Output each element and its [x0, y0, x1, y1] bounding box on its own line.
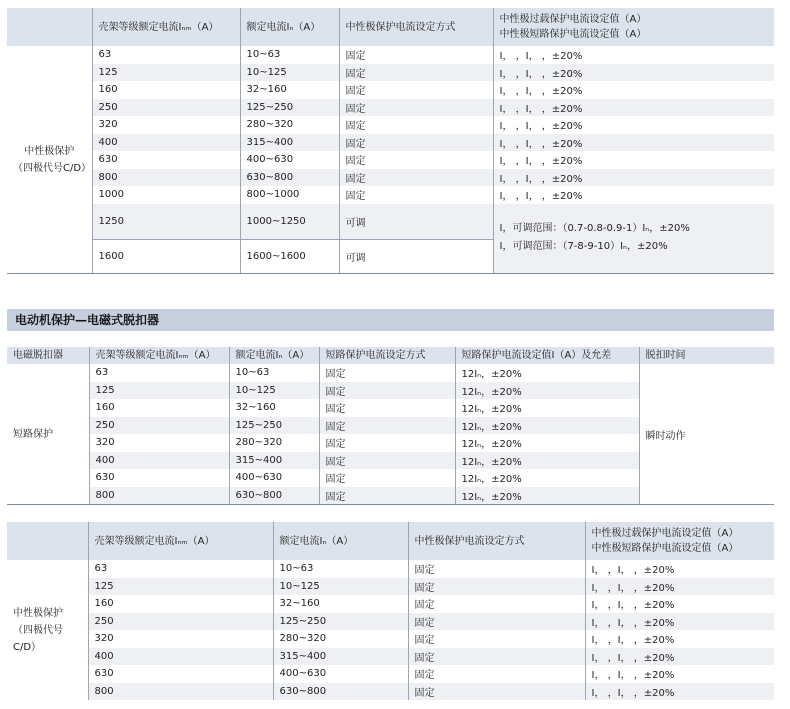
section2-title: 电动机保护—电磁式脱扣器: [7, 309, 774, 331]
table1-cell-frame: 1250: [92, 204, 240, 240]
table1-header-empty: [7, 8, 92, 46]
table3-cell-mode: 固定: [408, 630, 585, 648]
table3-header-row: [7, 522, 774, 560]
table3-cell-mode: 固定: [408, 665, 585, 683]
table1-cell-value: I， ，I， ，±20%: [493, 116, 774, 134]
table3-cell-frame: 125: [88, 578, 273, 596]
table2-group-label: 短路保护: [7, 364, 89, 505]
table1-cell-mode: 固定: [339, 134, 493, 152]
table2-cell-rated: 315~400: [229, 452, 319, 470]
table1-header-row: [7, 8, 774, 46]
table1-cell-rated: 400~630: [240, 151, 339, 169]
table2-cell-rated: 10~63: [229, 364, 319, 382]
table1-cell-frame: 320: [92, 116, 240, 134]
table2-cell-frame: 800: [89, 487, 229, 505]
table3-cell-rated: 400~630: [273, 665, 408, 683]
table3-cell-mode: 固定: [408, 683, 585, 701]
table1-group-line1: 中性极保护: [24, 145, 75, 157]
table2-cell-mode: 固定: [319, 452, 455, 470]
table2-header-row: [7, 347, 774, 364]
table2-cell-mode: 固定: [319, 434, 455, 452]
table3-cell-mode: 固定: [408, 613, 585, 631]
table1-cell-frame: 800: [92, 169, 240, 187]
table1-cell-value: I， ，I， ，±20%: [493, 46, 774, 64]
table-row: [7, 613, 774, 631]
table-row: [7, 560, 774, 578]
table1-cell-frame: 1600: [92, 240, 240, 274]
table1-group-label: [7, 46, 92, 274]
table1-cell-frame: 250: [92, 99, 240, 117]
table-row: [7, 134, 774, 152]
table3-header-empty: [7, 522, 88, 560]
table-row: [7, 665, 774, 683]
table3-cell-value: I， ，I， ，±20%: [585, 560, 774, 578]
table3-section: [7, 522, 774, 700]
table2-cell-value: 12Iₙ，±20%: [455, 417, 639, 435]
table3-cell-frame: 250: [88, 613, 273, 631]
table2-header-mode: 短路保护电流设定方式: [319, 347, 455, 364]
table3-cell-value: I， ，I， ，±20%: [585, 578, 774, 596]
table1-header-value: [493, 8, 774, 46]
table2-cell-mode: 固定: [319, 399, 455, 417]
table1-adjustable-note: [493, 204, 774, 274]
table2-cell-frame: 125: [89, 382, 229, 400]
table1-cell-mode: 固定: [339, 186, 493, 204]
table-row: [7, 648, 774, 666]
table1-header-short: 中性极短路保护电流设定值（A）: [499, 29, 647, 40]
table2-cell-frame: 250: [89, 417, 229, 435]
table2-section: [7, 347, 774, 505]
table1-cell-mode: 固定: [339, 99, 493, 117]
table-row: [7, 116, 774, 134]
table1-header-overload: 中性极过载保护电流设定值（A）: [499, 14, 647, 25]
table3-group-label: [7, 560, 88, 700]
table-row: [7, 683, 774, 701]
table-row: [7, 64, 774, 82]
table1-cell-value: I， ，I， ，±20%: [493, 151, 774, 169]
table2-cell-rated: 125~250: [229, 417, 319, 435]
table1-header-mode: 中性极保护电流设定方式: [339, 8, 493, 46]
table2-cell-value: 12Iₙ，±20%: [455, 364, 639, 382]
table1-cell-value: I， ，I， ，±20%: [493, 134, 774, 152]
table1-cell-mode: 固定: [339, 46, 493, 64]
table3-cell-value: I， ，I， ，±20%: [585, 613, 774, 631]
table3-group-line3: C/D）: [13, 641, 42, 653]
table1-adjustable-note2: I，可调范围：（7-8-9-10）Iₙ，±20%: [499, 241, 668, 253]
table-row: [7, 186, 774, 204]
table2-cell-value: 12Iₙ，±20%: [455, 452, 639, 470]
table1-cell-mode: 可调: [339, 204, 493, 240]
table2-cell-value: 12Iₙ，±20%: [455, 469, 639, 487]
table1-cell-mode: 固定: [339, 64, 493, 82]
table1-cell-rated: 1600~1600: [240, 240, 339, 274]
table1-cell-value: I， ，I， ，±20%: [493, 64, 774, 82]
table1-cell-frame: 160: [92, 81, 240, 99]
table3-cell-value: I， ，I， ，±20%: [585, 683, 774, 701]
table2-cell-mode: 固定: [319, 469, 455, 487]
table2-header-time: 脱扣时间: [639, 347, 774, 364]
table2-header-rated: 额定电流Iₙ（A）: [229, 347, 319, 364]
table2-header-value: 短路保护电流设定值I（A）及允差: [455, 347, 639, 364]
table1-cell-value: I， ，I， ，±20%: [493, 186, 774, 204]
table2-cell-value: 12Iₙ，±20%: [455, 382, 639, 400]
table3-cell-value: I， ，I， ，±20%: [585, 595, 774, 613]
table3-cell-frame: 400: [88, 648, 273, 666]
table2-cell-rated: 400~630: [229, 469, 319, 487]
table-row: [7, 630, 774, 648]
table-row: [7, 364, 774, 382]
table3-group-line2: （四极代号: [13, 624, 63, 636]
table3-cell-rated: 280~320: [273, 630, 408, 648]
table3-cell-mode: 固定: [408, 560, 585, 578]
table1-cell-rated: 10~125: [240, 64, 339, 82]
table1-cell-frame: 400: [92, 134, 240, 152]
table3-header-mode: 中性极保护电流设定方式: [408, 522, 585, 560]
table2-header-frame: 壳架等级额定电流Iₙₘ（A）: [89, 347, 229, 364]
table-row: [7, 204, 774, 240]
table-row: [7, 81, 774, 99]
table1-cell-rated: 315~400: [240, 134, 339, 152]
table1: [7, 8, 774, 274]
table1-adjustable-note1: I，可调范围：（0.7-0.8-0.9-1）Iₙ，±20%: [499, 223, 690, 235]
table1-cell-mode: 可调: [339, 240, 493, 274]
table3-cell-value: I， ，I， ，±20%: [585, 665, 774, 683]
table-row: [7, 169, 774, 187]
table2: [7, 347, 774, 505]
table2-header-trip-type: 电磁脱扣器: [7, 347, 89, 364]
table3-cell-frame: 63: [88, 560, 273, 578]
table2-cell-frame: 400: [89, 452, 229, 470]
table2-cell-mode: 固定: [319, 417, 455, 435]
table2-cell-frame: 63: [89, 364, 229, 382]
table1-cell-rated: 280~320: [240, 116, 339, 134]
table3-cell-value: I， ，I， ，±20%: [585, 648, 774, 666]
table2-trip-time: 瞬时动作: [639, 364, 774, 505]
table2-cell-frame: 630: [89, 469, 229, 487]
table-row: [7, 151, 774, 169]
table3-cell-rated: 125~250: [273, 613, 408, 631]
table3-cell-frame: 630: [88, 665, 273, 683]
table3-cell-frame: 800: [88, 683, 273, 701]
table1-group-line2: （四极代号C/D）: [13, 162, 92, 174]
table1-cell-value: I， ，I， ，±20%: [493, 81, 774, 99]
table3-cell-frame: 160: [88, 595, 273, 613]
table3-cell-rated: 10~63: [273, 560, 408, 578]
table3-cell-rated: 630~800: [273, 683, 408, 701]
table-row: [7, 595, 774, 613]
table2-cell-rated: 630~800: [229, 487, 319, 505]
table3-cell-rated: 10~125: [273, 578, 408, 596]
table3-header-rated: 额定电流Iₙ（A）: [273, 522, 408, 560]
table1-cell-frame: 630: [92, 151, 240, 169]
table2-cell-value: 12Iₙ，±20%: [455, 487, 639, 505]
table1-cell-mode: 固定: [339, 169, 493, 187]
table1-cell-mode: 固定: [339, 151, 493, 169]
table3-cell-value: I， ，I， ，±20%: [585, 630, 774, 648]
table3-cell-mode: 固定: [408, 648, 585, 666]
table2-cell-frame: 160: [89, 399, 229, 417]
table1-cell-rated: 10~63: [240, 46, 339, 64]
table3-group-line1: 中性极保护: [13, 607, 63, 619]
table1-cell-frame: 1000: [92, 186, 240, 204]
table1-cell-frame: 125: [92, 64, 240, 82]
table1-cell-rated: 1000~1250: [240, 204, 339, 240]
table2-cell-mode: 固定: [319, 487, 455, 505]
table1-cell-rated: 630~800: [240, 169, 339, 187]
table1-cell-value: I， ，I， ，±20%: [493, 99, 774, 117]
table3-cell-rated: 32~160: [273, 595, 408, 613]
table3-cell-mode: 固定: [408, 578, 585, 596]
table2-cell-rated: 10~125: [229, 382, 319, 400]
table2-cell-frame: 320: [89, 434, 229, 452]
table2-cell-value: 12Iₙ，±20%: [455, 399, 639, 417]
table-row: [7, 99, 774, 117]
table2-cell-mode: 固定: [319, 364, 455, 382]
table3-header-overload: 中性极过载保护电流设定值（A）: [591, 528, 739, 539]
table3-cell-rated: 315~400: [273, 648, 408, 666]
table3-header-short: 中性极短路保护电流设定值（A）: [591, 543, 739, 554]
table1-cell-mode: 固定: [339, 81, 493, 99]
table1-cell-rated: 800~1000: [240, 186, 339, 204]
table1-cell-rated: 125~250: [240, 99, 339, 117]
table1-header-frame: 壳架等级额定电流Iₙₘ（A）: [92, 8, 240, 46]
table1-cell-value: I， ，I， ，±20%: [493, 169, 774, 187]
table1-cell-rated: 32~160: [240, 81, 339, 99]
table1-section: [7, 8, 774, 274]
table1-header-rated: 额定电流Iₙ（A）: [240, 8, 339, 46]
table3-cell-frame: 320: [88, 630, 273, 648]
table3: [7, 522, 774, 700]
table2-cell-value: 12Iₙ，±20%: [455, 434, 639, 452]
table3-header-frame: 壳架等级额定电流Iₙₘ（A）: [88, 522, 273, 560]
table-row: [7, 578, 774, 596]
table2-cell-mode: 固定: [319, 382, 455, 400]
table1-cell-frame: 63: [92, 46, 240, 64]
table2-cell-rated: 32~160: [229, 399, 319, 417]
table3-header-value: [585, 522, 774, 560]
table1-cell-mode: 固定: [339, 116, 493, 134]
table2-cell-rated: 280~320: [229, 434, 319, 452]
table3-cell-mode: 固定: [408, 595, 585, 613]
table-row: [7, 46, 774, 64]
